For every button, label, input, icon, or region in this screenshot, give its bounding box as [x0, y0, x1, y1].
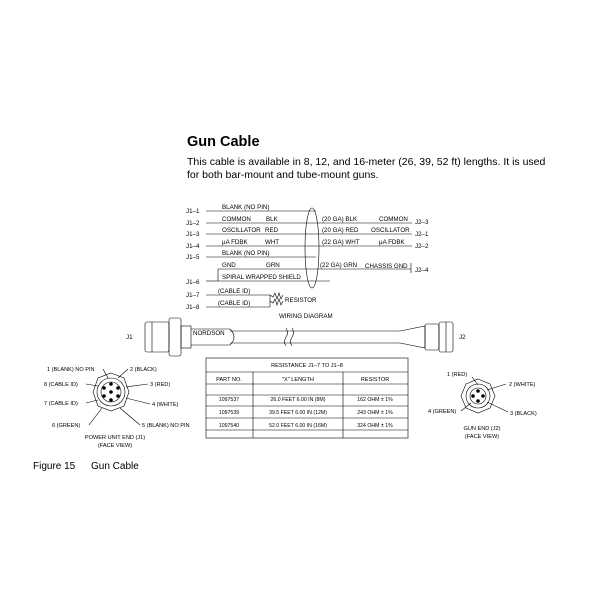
- wire-color-grn: GRN: [266, 262, 280, 269]
- j1-callout-2: 2 (BLACK): [130, 367, 157, 373]
- table-title: RESISTANCE J1–7 TO J1–8: [271, 363, 343, 369]
- j1-caption: POWER UNIT END (J1): [84, 435, 146, 441]
- figure-caption: [33, 461, 139, 472]
- figure-title: Gun Cable: [91, 461, 139, 472]
- right-label-oscillator: OSCILLATOR: [371, 227, 410, 234]
- cable-end-j1: J1: [126, 334, 133, 341]
- j2-callout-4: 4 (GREEN): [428, 409, 457, 415]
- j1-callout-5: 5 (BLANK) NO PIN: [142, 423, 190, 429]
- j2-callout-2: 2 (WHITE): [509, 382, 536, 388]
- j1-callout-6: 6 (GREEN): [52, 423, 81, 429]
- table-cell: 1097537: [218, 397, 240, 403]
- pin-label-j2-2: J2–2: [415, 243, 429, 250]
- wire-label-blank-1: BLANK (NO PIN): [222, 204, 270, 211]
- pin-label-j1-4: J1–4: [186, 243, 200, 250]
- right-label-common: COMMON: [379, 216, 408, 223]
- j2-callout-1: 1 (RED): [447, 372, 468, 378]
- wire-label-common: COMMON: [222, 216, 251, 223]
- wire-label-ua-fdbk: μA FDBK: [222, 239, 248, 246]
- figure-number: Figure 15: [33, 461, 76, 472]
- gauge-grn: (22 GA) GRN: [320, 262, 358, 269]
- right-label-chassis-gnd: CHASSIS GND: [365, 263, 408, 270]
- pin-label-j1-1: J1–1: [186, 208, 200, 215]
- table-header-resistor: RESISTOR: [360, 377, 390, 383]
- resistor-label: RESISTOR: [285, 297, 317, 304]
- table-cell: 324 OHM ± 1%: [357, 423, 393, 429]
- wire-color-blk: BLK: [266, 216, 278, 223]
- j1-callout-3: 3 (RED): [150, 382, 171, 388]
- table-cell: 1097539: [218, 410, 240, 416]
- table-cell: 39.5 FEET 6.00 IN (12M): [269, 410, 327, 416]
- j2-callout-3: 3 (BLACK): [510, 411, 537, 417]
- gauge-blk: (20 GA) BLK: [322, 216, 358, 223]
- cable-id-label-1: (CABLE ID): [218, 288, 251, 295]
- j1-callout-7: 7 (CABLE ID): [44, 401, 78, 407]
- pin-label-j1-3: J1–3: [186, 231, 200, 238]
- table-cell: 243 OHM ± 1%: [357, 410, 393, 416]
- pin-label-j1-2: J1–2: [186, 220, 200, 227]
- pin-label-j1-7: J1–7: [186, 292, 200, 299]
- section-title: Gun Cable: [187, 134, 260, 150]
- wire-label-gnd: GND: [222, 262, 236, 269]
- table-header-length: "X" LENGTH: [282, 377, 314, 383]
- section-intro: This cable is available in 8, 12, and 16-meter (26, 39, 52 ft) lengths. It is used for both bar-mount and tube-mount guns.: [187, 156, 546, 181]
- gauge-wht: (22 GA) WHT: [322, 239, 360, 246]
- table-cell: 1097540: [218, 423, 240, 429]
- table-cell: 52.0 FEET 6.00 IN (16M): [269, 423, 327, 429]
- wire-label-blank-2: BLANK (NO PIN): [222, 250, 270, 257]
- pin-label-j2-3: J2–3: [415, 219, 429, 226]
- wire-color-wht: WHT: [265, 239, 280, 246]
- j2-caption-view: (FACE VIEW): [464, 434, 500, 440]
- wire-label-oscillator: OSCILLATOR: [222, 227, 261, 234]
- wire-color-red: RED: [265, 227, 279, 234]
- table-cell: 26.0 FEET 6.00 IN (8M): [270, 397, 326, 403]
- pin-label-j2-4: J2–4: [415, 267, 429, 274]
- cable-end-j2: J2: [459, 334, 466, 341]
- gauge-red: (20 GA) RED: [322, 227, 359, 234]
- cable-brand: NORDSON: [193, 330, 225, 337]
- wiring-diagram-caption: WIRING DIAGRAM: [279, 313, 333, 320]
- j1-caption-view: (FACE VIEW): [97, 443, 133, 449]
- j1-callout-4: 4 (WHITE): [152, 402, 179, 408]
- right-label-ua-fdbk: μA FDBK: [379, 239, 405, 246]
- pin-label-j1-6: J1–6: [186, 279, 200, 286]
- table-header-part-no: PART NO.: [216, 377, 242, 383]
- pin-label-j2-1: J2–1: [415, 231, 429, 238]
- cable-id-label-2: (CABLE ID): [218, 300, 251, 307]
- j1-callout-1: 1 (BLANK) NO PIN: [47, 367, 95, 373]
- pin-label-j1-8: J1–8: [186, 304, 200, 311]
- j1-callout-8: 8 (CABLE ID): [44, 382, 78, 388]
- table-cell: 162 OHM ± 1%: [357, 397, 393, 403]
- j2-caption: GUN END (J2): [463, 426, 501, 432]
- pin-label-j1-5: J1–5: [186, 254, 200, 261]
- shield-label: SPIRAL WRAPPED SHIELD: [222, 274, 301, 281]
